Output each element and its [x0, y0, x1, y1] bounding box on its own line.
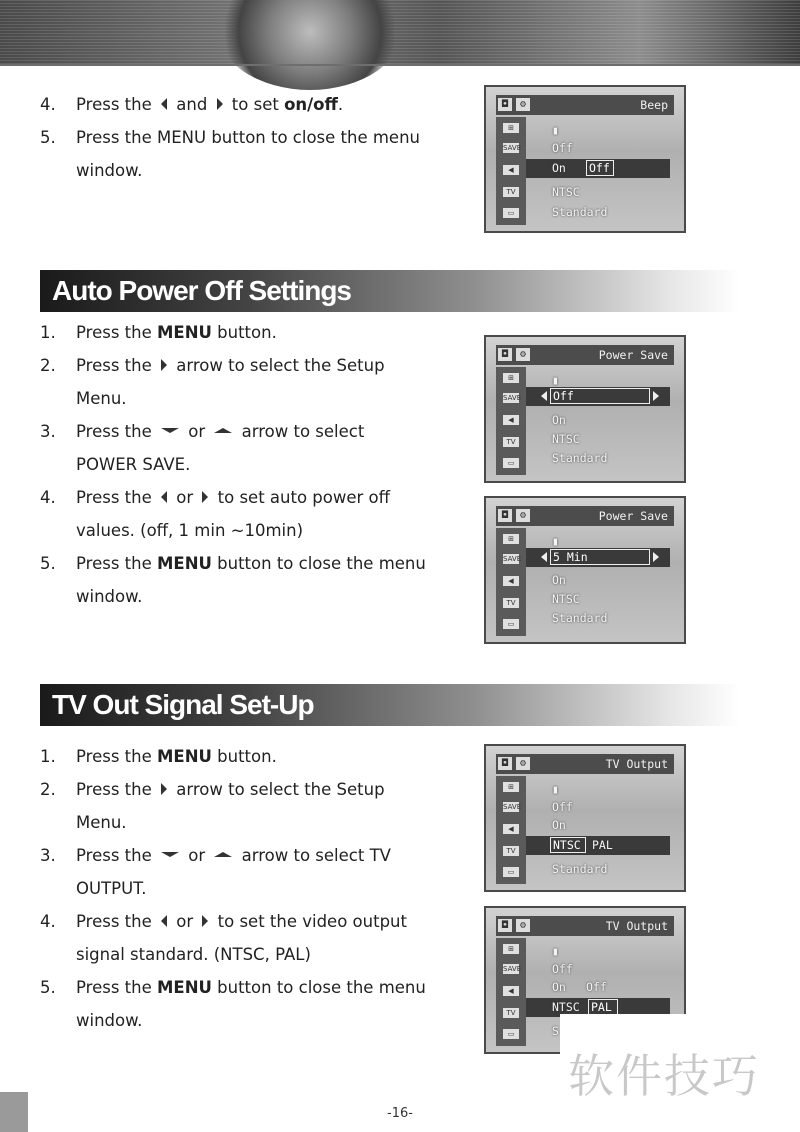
selected-value-box: NTSC: [550, 837, 586, 853]
section-title-tv-out: TV Out Signal Set-Up: [40, 684, 740, 726]
screen-item: Off: [552, 800, 573, 814]
power-save-screen-2: [484, 496, 686, 644]
camera-lens-graphic: [215, 0, 405, 90]
camera-icon: ◘: [498, 348, 512, 361]
speaker-icon: ◀: [503, 986, 519, 996]
screen-tab-bar: ◘ ⚙ TV Output: [496, 916, 674, 936]
step-4: 4. Press the or to set auto power off values. (off, 1 min ~10min): [40, 488, 390, 540]
step-4: 4. Press the and to set on/off.: [40, 95, 344, 114]
up-arrow-icon: [214, 428, 232, 433]
screen-item: NTSC: [552, 1000, 580, 1014]
selected-value-box: PAL: [588, 999, 618, 1015]
screen-item: S: [552, 1024, 559, 1038]
speaker-icon: ◀: [503, 415, 519, 425]
right-arrow-icon: [161, 783, 167, 795]
setup-icon: ⚙: [516, 509, 530, 522]
speaker-icon: ◀: [503, 824, 519, 834]
camera-icon: ◘: [498, 509, 512, 522]
auto-power-steps: [40, 316, 426, 613]
screen-item-off: Off: [586, 980, 607, 994]
format-icon: ⊞: [503, 373, 519, 383]
screen-tab-bar: ◘ ⚙ TV Output: [496, 754, 674, 774]
down-arrow-icon: [161, 852, 179, 857]
header-banner: [0, 0, 800, 66]
folder-icon: ▭: [503, 208, 519, 218]
format-icon: ⊞: [503, 782, 519, 792]
save-icon: SAVE: [503, 803, 522, 811]
screen-item: On: [552, 818, 566, 832]
screen-item: On: [552, 980, 566, 994]
page-number: -16-: [387, 1106, 413, 1121]
screen-item: NTSC: [552, 185, 580, 199]
save-icon: SAVE: [503, 555, 522, 563]
beep-steps: [40, 88, 420, 187]
folder-icon: ▭: [503, 619, 519, 629]
screen-item: ▮: [552, 123, 559, 137]
option-right-arrow-icon: [653, 391, 659, 401]
camera-icon: ◘: [498, 919, 512, 932]
tv-icon: TV: [503, 598, 519, 608]
right-arrow-icon: [217, 98, 223, 110]
format-icon: ⊞: [503, 534, 519, 544]
screen-tab-bar: ◘ ⚙ Power Save: [496, 506, 674, 526]
save-icon: SAVE: [503, 965, 522, 973]
setup-icon: ⚙: [516, 98, 530, 111]
tv-output-screen-2: [484, 906, 686, 1054]
screen-item: Standard: [552, 862, 608, 876]
screen-item: ▮: [552, 944, 559, 958]
step-5: 5. Press the MENU button to close the menu window.: [40, 128, 421, 180]
watermark: 软件技巧: [568, 1049, 760, 1103]
option-left-arrow-icon: [541, 391, 547, 401]
step-4: 4. Press the or to set the video output signal standard. (NTSC, PAL): [40, 912, 407, 964]
screen-item-alt: PAL: [592, 838, 613, 852]
screen-item: On: [552, 573, 566, 587]
screen-item: On: [552, 161, 566, 175]
folder-icon: ▭: [503, 1029, 519, 1039]
screen-tab-bar: ◘ ⚙ Power Save: [496, 345, 674, 365]
screen-item: On: [552, 413, 566, 427]
right-arrow-icon: [161, 359, 167, 371]
folder-icon: ▭: [503, 458, 519, 468]
left-arrow-icon: [161, 491, 167, 503]
screen-sidebar: [496, 117, 526, 225]
right-arrow-icon: [202, 915, 208, 927]
beep-menu-screen: [484, 85, 686, 233]
tv-icon: TV: [503, 437, 519, 447]
tv-icon: TV: [503, 187, 519, 197]
tv-out-steps: [40, 740, 426, 1037]
up-arrow-icon: [214, 852, 232, 857]
format-icon: ⊞: [503, 944, 519, 954]
right-arrow-icon: [202, 491, 208, 503]
step-5: 5. Press the MENU button to close the menu window.: [40, 554, 426, 606]
step-1: 1. Press the MENU button.: [40, 747, 277, 766]
option-left-arrow-icon: [541, 552, 547, 562]
screen-sidebar: [496, 938, 526, 1046]
setup-icon: ⚙: [516, 348, 530, 361]
step-5: 5. Press the MENU button to close the menu window.: [40, 978, 426, 1030]
screen-tab-bar: ◘ ⚙ Beep: [496, 95, 674, 115]
save-icon: SAVE: [503, 394, 522, 402]
setup-icon: ⚙: [516, 919, 530, 932]
camera-icon: ◘: [498, 98, 512, 111]
left-arrow-icon: [161, 98, 167, 110]
speaker-icon: ◀: [503, 165, 519, 175]
left-arrow-icon: [161, 915, 167, 927]
step-2: 2. Press the arrow to select the Setup Menu.: [40, 780, 385, 832]
header-divider: [0, 64, 800, 66]
selected-value-box: 5 Min: [550, 549, 650, 565]
speaker-icon: ◀: [503, 576, 519, 586]
save-icon: SAVE: [503, 144, 522, 152]
option-right-arrow-icon: [653, 552, 659, 562]
selected-value-box: Off: [550, 388, 650, 404]
step-3: 3. Press the or arrow to select TV OUTPUT.: [40, 846, 391, 898]
camera-icon: ◘: [498, 757, 512, 770]
tv-output-screen-1: [484, 744, 686, 892]
screen-item: ▮: [552, 373, 559, 387]
screen-item: Standard: [552, 611, 608, 625]
tv-icon: TV: [503, 846, 519, 856]
folder-icon: ▭: [503, 867, 519, 877]
screen-sidebar: [496, 776, 526, 884]
screen-item: Off: [552, 141, 573, 155]
step-1: 1. Press the MENU button.: [40, 323, 277, 342]
step-2: 2. Press the arrow to select the Setup Menu.: [40, 356, 385, 408]
screen-sidebar: [496, 528, 526, 636]
screen-item: Standard: [552, 451, 608, 465]
screen-sidebar: [496, 367, 526, 475]
format-icon: ⊞: [503, 123, 519, 133]
screen-item: Off: [552, 962, 573, 976]
power-save-screen-1: [484, 335, 686, 483]
setup-icon: ⚙: [516, 757, 530, 770]
selected-value-box: Off: [586, 160, 614, 176]
down-arrow-icon: [161, 428, 179, 433]
screen-item: NTSC: [552, 592, 580, 606]
screen-item: ▮: [552, 782, 559, 796]
step-3: 3. Press the or arrow to select POWER SAVE.: [40, 422, 365, 474]
tv-icon: TV: [503, 1008, 519, 1018]
section-title-auto-power: Auto Power Off Settings: [40, 270, 740, 312]
screen-item: Standard: [552, 205, 608, 219]
screen-item: ▮: [552, 534, 559, 548]
screen-item: NTSC: [552, 432, 580, 446]
